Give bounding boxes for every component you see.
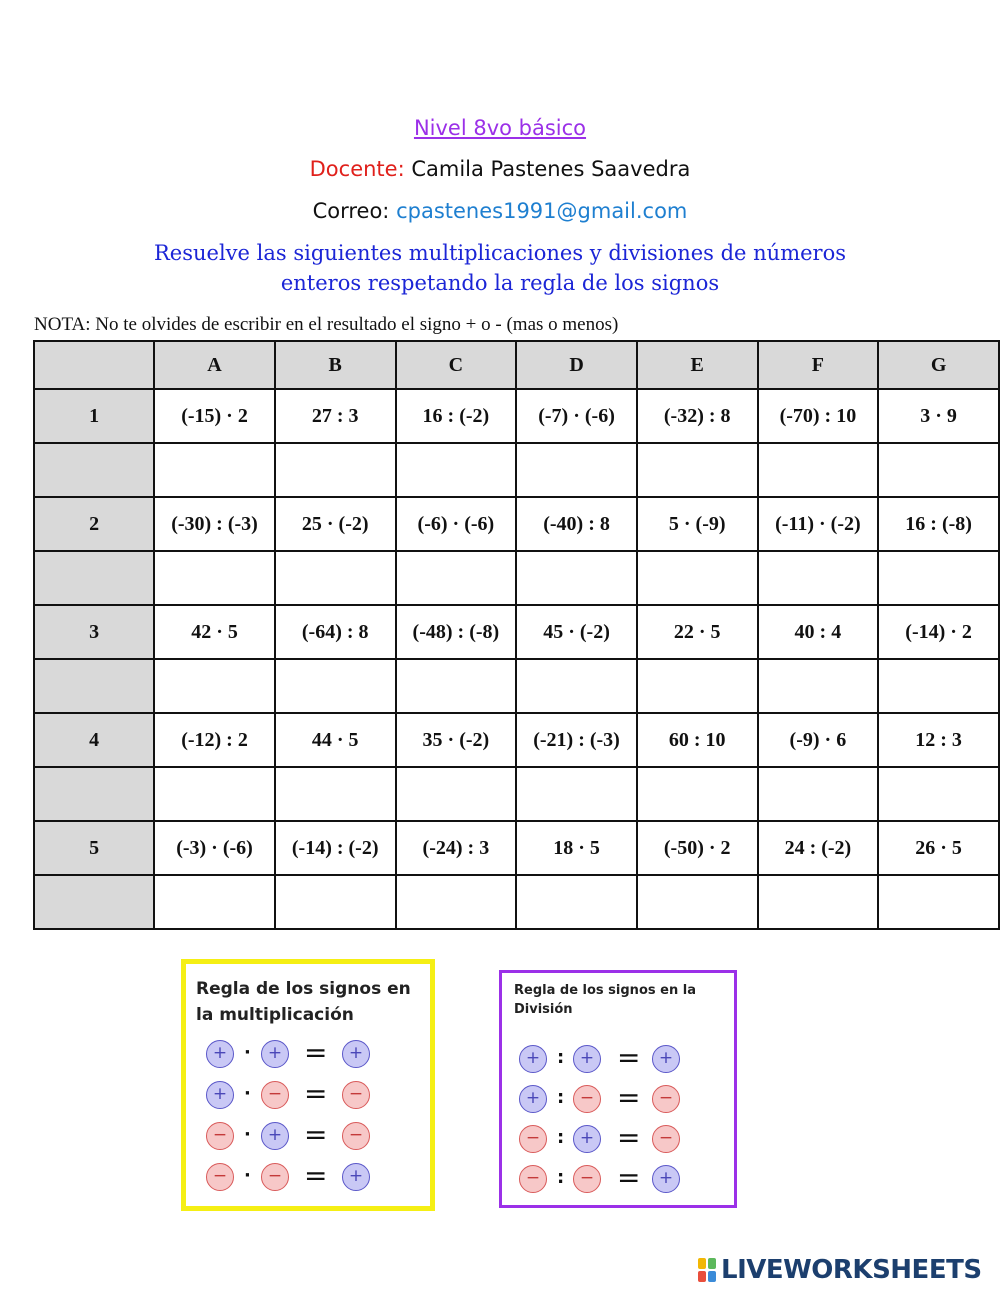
equals-sign: = xyxy=(304,1118,328,1151)
answer-cell[interactable] xyxy=(637,659,758,713)
division-rules-title: Regla de los signos en la División xyxy=(514,983,696,1017)
operation-cell: 12 : 3 xyxy=(878,713,999,767)
operation-cell: (-14) · 2 xyxy=(878,605,999,659)
operation-cell: (-30) : (-3) xyxy=(154,497,275,551)
operation-cell: (-11) · (-2) xyxy=(758,497,879,551)
sign-rule-row xyxy=(502,1041,734,1077)
operation-cell: (-70) : 10 xyxy=(758,389,879,443)
exercise-table xyxy=(33,340,1000,930)
operator-symbol: · xyxy=(244,1083,251,1104)
sign-rule-row xyxy=(186,1118,430,1154)
email-line xyxy=(0,199,1000,223)
answer-cell[interactable] xyxy=(758,659,879,713)
minus-sign-icon: − xyxy=(342,1081,370,1109)
plus-sign-icon: + xyxy=(573,1045,601,1073)
equals-sign: = xyxy=(617,1081,641,1114)
operator-symbol: : xyxy=(557,1127,565,1148)
minus-sign-icon: − xyxy=(206,1163,234,1191)
answer-cell[interactable] xyxy=(516,659,637,713)
answer-cell[interactable] xyxy=(516,443,637,497)
answer-cell[interactable] xyxy=(637,875,758,929)
operator-symbol: : xyxy=(557,1047,565,1068)
operation-cell: 18 · 5 xyxy=(516,821,637,875)
teacher-line xyxy=(0,157,1000,181)
plus-sign-icon: + xyxy=(206,1040,234,1068)
sign-rule-row xyxy=(502,1081,734,1117)
answer-row-label xyxy=(34,659,154,713)
multiplication-rules-box xyxy=(181,959,435,1211)
answer-cell[interactable] xyxy=(758,551,879,605)
operation-cell: 16 : (-2) xyxy=(396,389,517,443)
sign-rule-row xyxy=(186,1036,430,1072)
plus-sign-icon: + xyxy=(342,1040,370,1068)
answer-row-label xyxy=(34,551,154,605)
sign-rule-row xyxy=(502,1121,734,1157)
teacher-label: Docente: xyxy=(309,157,405,181)
column-header: D xyxy=(516,341,637,389)
corner-cell xyxy=(34,341,154,389)
row-label: 1 xyxy=(34,389,154,443)
minus-sign-icon: − xyxy=(519,1165,547,1193)
operation-cell: 5 · (-9) xyxy=(637,497,758,551)
teacher-name: Camila Pastenes Saavedra xyxy=(411,157,691,181)
answer-cell[interactable] xyxy=(275,767,396,821)
operation-cell: (-32) : 8 xyxy=(637,389,758,443)
email-label: Correo: xyxy=(312,199,390,223)
operation-cell: (-7) · (-6) xyxy=(516,389,637,443)
answer-cell[interactable] xyxy=(516,767,637,821)
operation-cell: (-24) : 3 xyxy=(396,821,517,875)
operation-cell: 60 : 10 xyxy=(637,713,758,767)
answer-cell[interactable] xyxy=(878,875,999,929)
answer-cell[interactable] xyxy=(396,551,517,605)
multiplication-rules-title: Regla de los signos en la multiplicación xyxy=(196,979,411,1025)
logo-mark-icon xyxy=(697,1257,717,1283)
equals-sign: = xyxy=(617,1041,641,1074)
operation-cell: 25 · (-2) xyxy=(275,497,396,551)
answer-cell[interactable] xyxy=(275,551,396,605)
operation-cell: 22 · 5 xyxy=(637,605,758,659)
operator-symbol: · xyxy=(244,1165,251,1186)
sign-rule-row xyxy=(186,1077,430,1113)
minus-sign-icon: − xyxy=(652,1085,680,1113)
operation-cell: (-14) : (-2) xyxy=(275,821,396,875)
equals-sign: = xyxy=(617,1161,641,1194)
operation-cell: (-6) · (-6) xyxy=(396,497,517,551)
operator-symbol: : xyxy=(557,1087,565,1108)
minus-sign-icon: − xyxy=(519,1125,547,1153)
answer-cell[interactable] xyxy=(878,443,999,497)
operation-cell: 40 : 4 xyxy=(758,605,879,659)
answer-cell[interactable] xyxy=(154,875,275,929)
operation-cell: (-48) : (-8) xyxy=(396,605,517,659)
logo-square xyxy=(698,1258,706,1269)
answer-cell[interactable] xyxy=(758,443,879,497)
column-header: F xyxy=(758,341,879,389)
level-title: Nivel 8vo básico xyxy=(413,116,587,140)
operation-cell: 27 : 3 xyxy=(275,389,396,443)
row-label: 4 xyxy=(34,713,154,767)
answer-cell[interactable] xyxy=(154,767,275,821)
minus-sign-icon: − xyxy=(206,1122,234,1150)
operation-cell: 45 · (-2) xyxy=(516,605,637,659)
answer-row-label xyxy=(34,767,154,821)
operation-cell: 26 · 5 xyxy=(878,821,999,875)
instruction-line-1: Resuelve las siguientes multiplicaciones y divisiones de números xyxy=(154,241,846,265)
liveworksheets-logo xyxy=(697,1254,982,1286)
row-label: 2 xyxy=(34,497,154,551)
answer-cell[interactable] xyxy=(396,875,517,929)
operation-cell: (-9) · 6 xyxy=(758,713,879,767)
logo-square xyxy=(698,1271,706,1282)
logo-square xyxy=(708,1258,716,1269)
sign-rule-row xyxy=(186,1159,430,1195)
note-text: NOTA: No te olvides de escribir en el resultado el signo + o - (mas o menos) xyxy=(34,314,619,335)
division-rules-box xyxy=(499,970,737,1208)
operation-cell: (-64) : 8 xyxy=(275,605,396,659)
plus-sign-icon: + xyxy=(652,1165,680,1193)
operation-cell: 35 · (-2) xyxy=(396,713,517,767)
equals-sign: = xyxy=(304,1077,328,1110)
answer-cell[interactable] xyxy=(637,551,758,605)
plus-sign-icon: + xyxy=(519,1045,547,1073)
plus-sign-icon: + xyxy=(261,1122,289,1150)
answer-cell[interactable] xyxy=(275,875,396,929)
answer-cell[interactable] xyxy=(154,551,275,605)
equals-sign: = xyxy=(304,1036,328,1069)
minus-sign-icon: − xyxy=(652,1125,680,1153)
minus-sign-icon: − xyxy=(261,1163,289,1191)
answer-cell[interactable] xyxy=(637,443,758,497)
sign-rule-row xyxy=(502,1161,734,1197)
answer-cell[interactable] xyxy=(275,443,396,497)
equals-sign: = xyxy=(304,1159,328,1192)
operation-cell: (-40) : 8 xyxy=(516,497,637,551)
answer-cell[interactable] xyxy=(275,659,396,713)
operation-cell: (-3) · (-6) xyxy=(154,821,275,875)
operation-cell: 42 · 5 xyxy=(154,605,275,659)
operator-symbol: · xyxy=(244,1124,251,1145)
plus-sign-icon: + xyxy=(342,1163,370,1191)
answer-cell[interactable] xyxy=(758,767,879,821)
answer-cell[interactable] xyxy=(396,659,517,713)
plus-sign-icon: + xyxy=(573,1125,601,1153)
answer-cell[interactable] xyxy=(637,767,758,821)
answer-cell[interactable] xyxy=(878,551,999,605)
answer-cell[interactable] xyxy=(396,443,517,497)
column-header: C xyxy=(396,341,517,389)
minus-sign-icon: − xyxy=(573,1085,601,1113)
answer-cell[interactable] xyxy=(516,551,637,605)
operator-symbol: · xyxy=(244,1042,251,1063)
answer-cell[interactable] xyxy=(516,875,637,929)
operation-cell: 24 : (-2) xyxy=(758,821,879,875)
minus-sign-icon: − xyxy=(261,1081,289,1109)
answer-cell[interactable] xyxy=(154,659,275,713)
answer-row-label xyxy=(34,443,154,497)
answer-cell[interactable] xyxy=(154,443,275,497)
operation-cell: (-21) : (-3) xyxy=(516,713,637,767)
answer-row-label xyxy=(34,875,154,929)
plus-sign-icon: + xyxy=(519,1085,547,1113)
minus-sign-icon: − xyxy=(342,1122,370,1150)
operation-cell: (-12) : 2 xyxy=(154,713,275,767)
operation-cell: (-50) · 2 xyxy=(637,821,758,875)
column-header: A xyxy=(154,341,275,389)
email-address: cpastenes1991@gmail.com xyxy=(396,199,688,223)
plus-sign-icon: + xyxy=(206,1081,234,1109)
operation-cell: 44 · 5 xyxy=(275,713,396,767)
column-header: B xyxy=(275,341,396,389)
column-header: G xyxy=(878,341,999,389)
answer-cell[interactable] xyxy=(758,875,879,929)
row-label: 3 xyxy=(34,605,154,659)
instruction-line-2: enteros respetando la regla de los signos xyxy=(280,271,720,295)
operation-cell: 3 · 9 xyxy=(878,389,999,443)
answer-cell[interactable] xyxy=(878,767,999,821)
row-label: 5 xyxy=(34,821,154,875)
plus-sign-icon: + xyxy=(261,1040,289,1068)
operator-symbol: : xyxy=(557,1167,565,1188)
answer-cell[interactable] xyxy=(878,659,999,713)
equals-sign: = xyxy=(617,1121,641,1154)
answer-cell[interactable] xyxy=(396,767,517,821)
logo-square xyxy=(708,1271,716,1282)
minus-sign-icon: − xyxy=(573,1165,601,1193)
logo-text: LIVEWORKSHEETS xyxy=(721,1255,982,1285)
plus-sign-icon: + xyxy=(652,1045,680,1073)
operation-cell: 16 : (-8) xyxy=(878,497,999,551)
operation-cell: (-15) · 2 xyxy=(154,389,275,443)
column-header: E xyxy=(637,341,758,389)
